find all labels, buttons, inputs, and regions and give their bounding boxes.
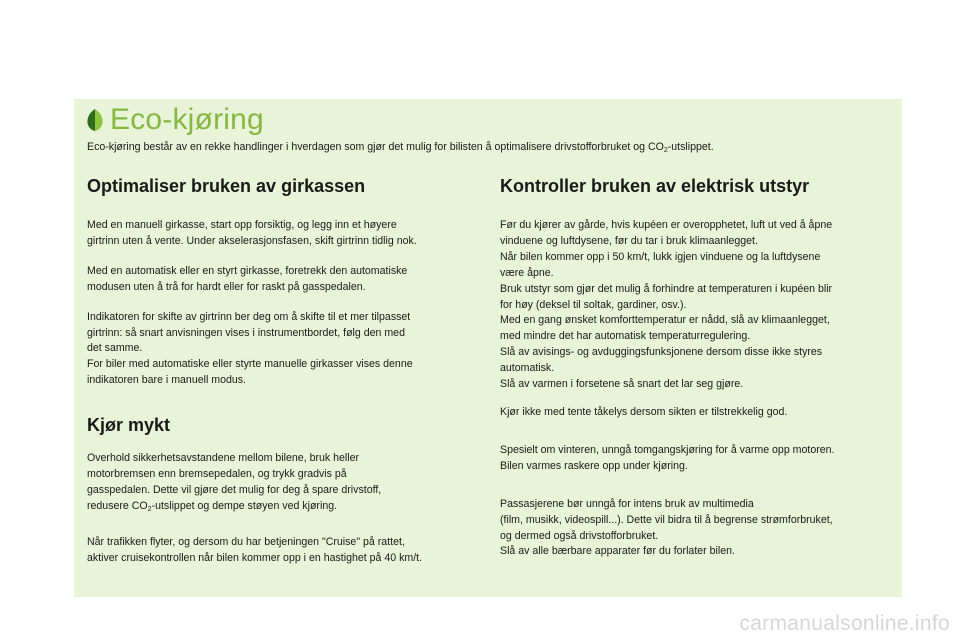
drive-paragraph-1: Overhold sikkerhetsavstandene mellom bilene, bruk heller motorbremsen enn bremsepedalen, og trykk gradvis på gasspedalen. Dette vil gjøre det mulig for deg å spare drivstoff, redusere $CO_2$-utslippet og dempe støyen ved kjøring. bbox=[87, 452, 382, 513]
electric-paragraph-3: Spesielt om vinteren, unngå tomgangskjøring for å varme opp motoren. Bilen varmes raskere opp under kjøring. bbox=[500, 443, 835, 472]
electric-paragraph-2: Kjør ikke med tente tåkelys dersom sikten er tilstrekkelig god. bbox=[500, 405, 788, 418]
eco-leaf-icon bbox=[86, 108, 104, 132]
left-column bbox=[87, 174, 487, 567]
electric-heading: Kontroller bruken av elektrisk utstyr bbox=[500, 176, 810, 196]
gearbox-paragraph-3: Indikatoren for skifte av girtrinn ber deg om å skifte til et mer tilpasset girtrinn: så snart anvisningen vises i instrumentbordet, følg den med det samme. For biler med automatiske eller styrte manuelle girkasser vises denne indikatoren bare i manuell modus. bbox=[87, 310, 413, 387]
gearbox-paragraph-1: Med en manuell girkasse, start opp forsiktig, og legg inn et høyere girtrinn uten å vente. Under akselerasjonsfasen, skift girtrinn tidlig nok. bbox=[87, 219, 417, 247]
electric-paragraph-1: Før du kjører av gårde, hvis kupéen er overopphetet, luft ut ved å åpne vinduene og luftdysene, før du tar i bruk klimaanlegget. Når bilen kommer opp i 50 km/t, lukk igjen vinduene og la luftdysene være åpne. Bruk utstyr som gjør det mulig å forhindre at temperaturen i kupéen blir for høy (deksel til soltak, gardiner, osv.). Med en gang ønsket komforttemperatur er nådd, slå av klimaanlegget, med mindre det har automatisk temperaturregulering. Slå av avisings- og avduggingsfunksjonene dersom disse ikke styres automatisk. Slå av varmen i forsetene så snart det lar seg gjøre. bbox=[500, 219, 833, 391]
drive-paragraph-2: Når trafikken flyter, og dersom du har betjeningen "Cruise" på rattet, aktiver cruisekontrollen når bilen kommer opp i en hastighet på 40 km/t. bbox=[87, 535, 423, 564]
page-title: Eco-kjøring bbox=[110, 103, 264, 136]
gearbox-paragraph-2: Med en automatisk eller en styrt girkasse, foretrekk den automatiske modusen uten å trå for hardt eller for raskt på gasspedalen. bbox=[87, 264, 408, 293]
watermark: carmanualsonline.info bbox=[739, 612, 950, 635]
intro-text: Eco-kjøring består av en rekke handlinger i hverdagen som gjør det mulig for bilisten å optimalisere drivstofforbruket og $CO_2$-utslippet. bbox=[87, 141, 714, 154]
drive-smoothly-heading: Kjør mykt bbox=[87, 415, 171, 436]
right-column bbox=[500, 174, 900, 560]
gearbox-heading: Optimaliser bruken av girkassen bbox=[87, 176, 366, 196]
electric-paragraph-4: Passasjerene bør unngå for intens bruk av multimedia (film, musikk, videospill...). Dette vil bidra til å begrense strømforbruket, og dermed også drivstofforbruket. Slå av alle bærbare apparater før du forlater bilen. bbox=[500, 497, 833, 558]
